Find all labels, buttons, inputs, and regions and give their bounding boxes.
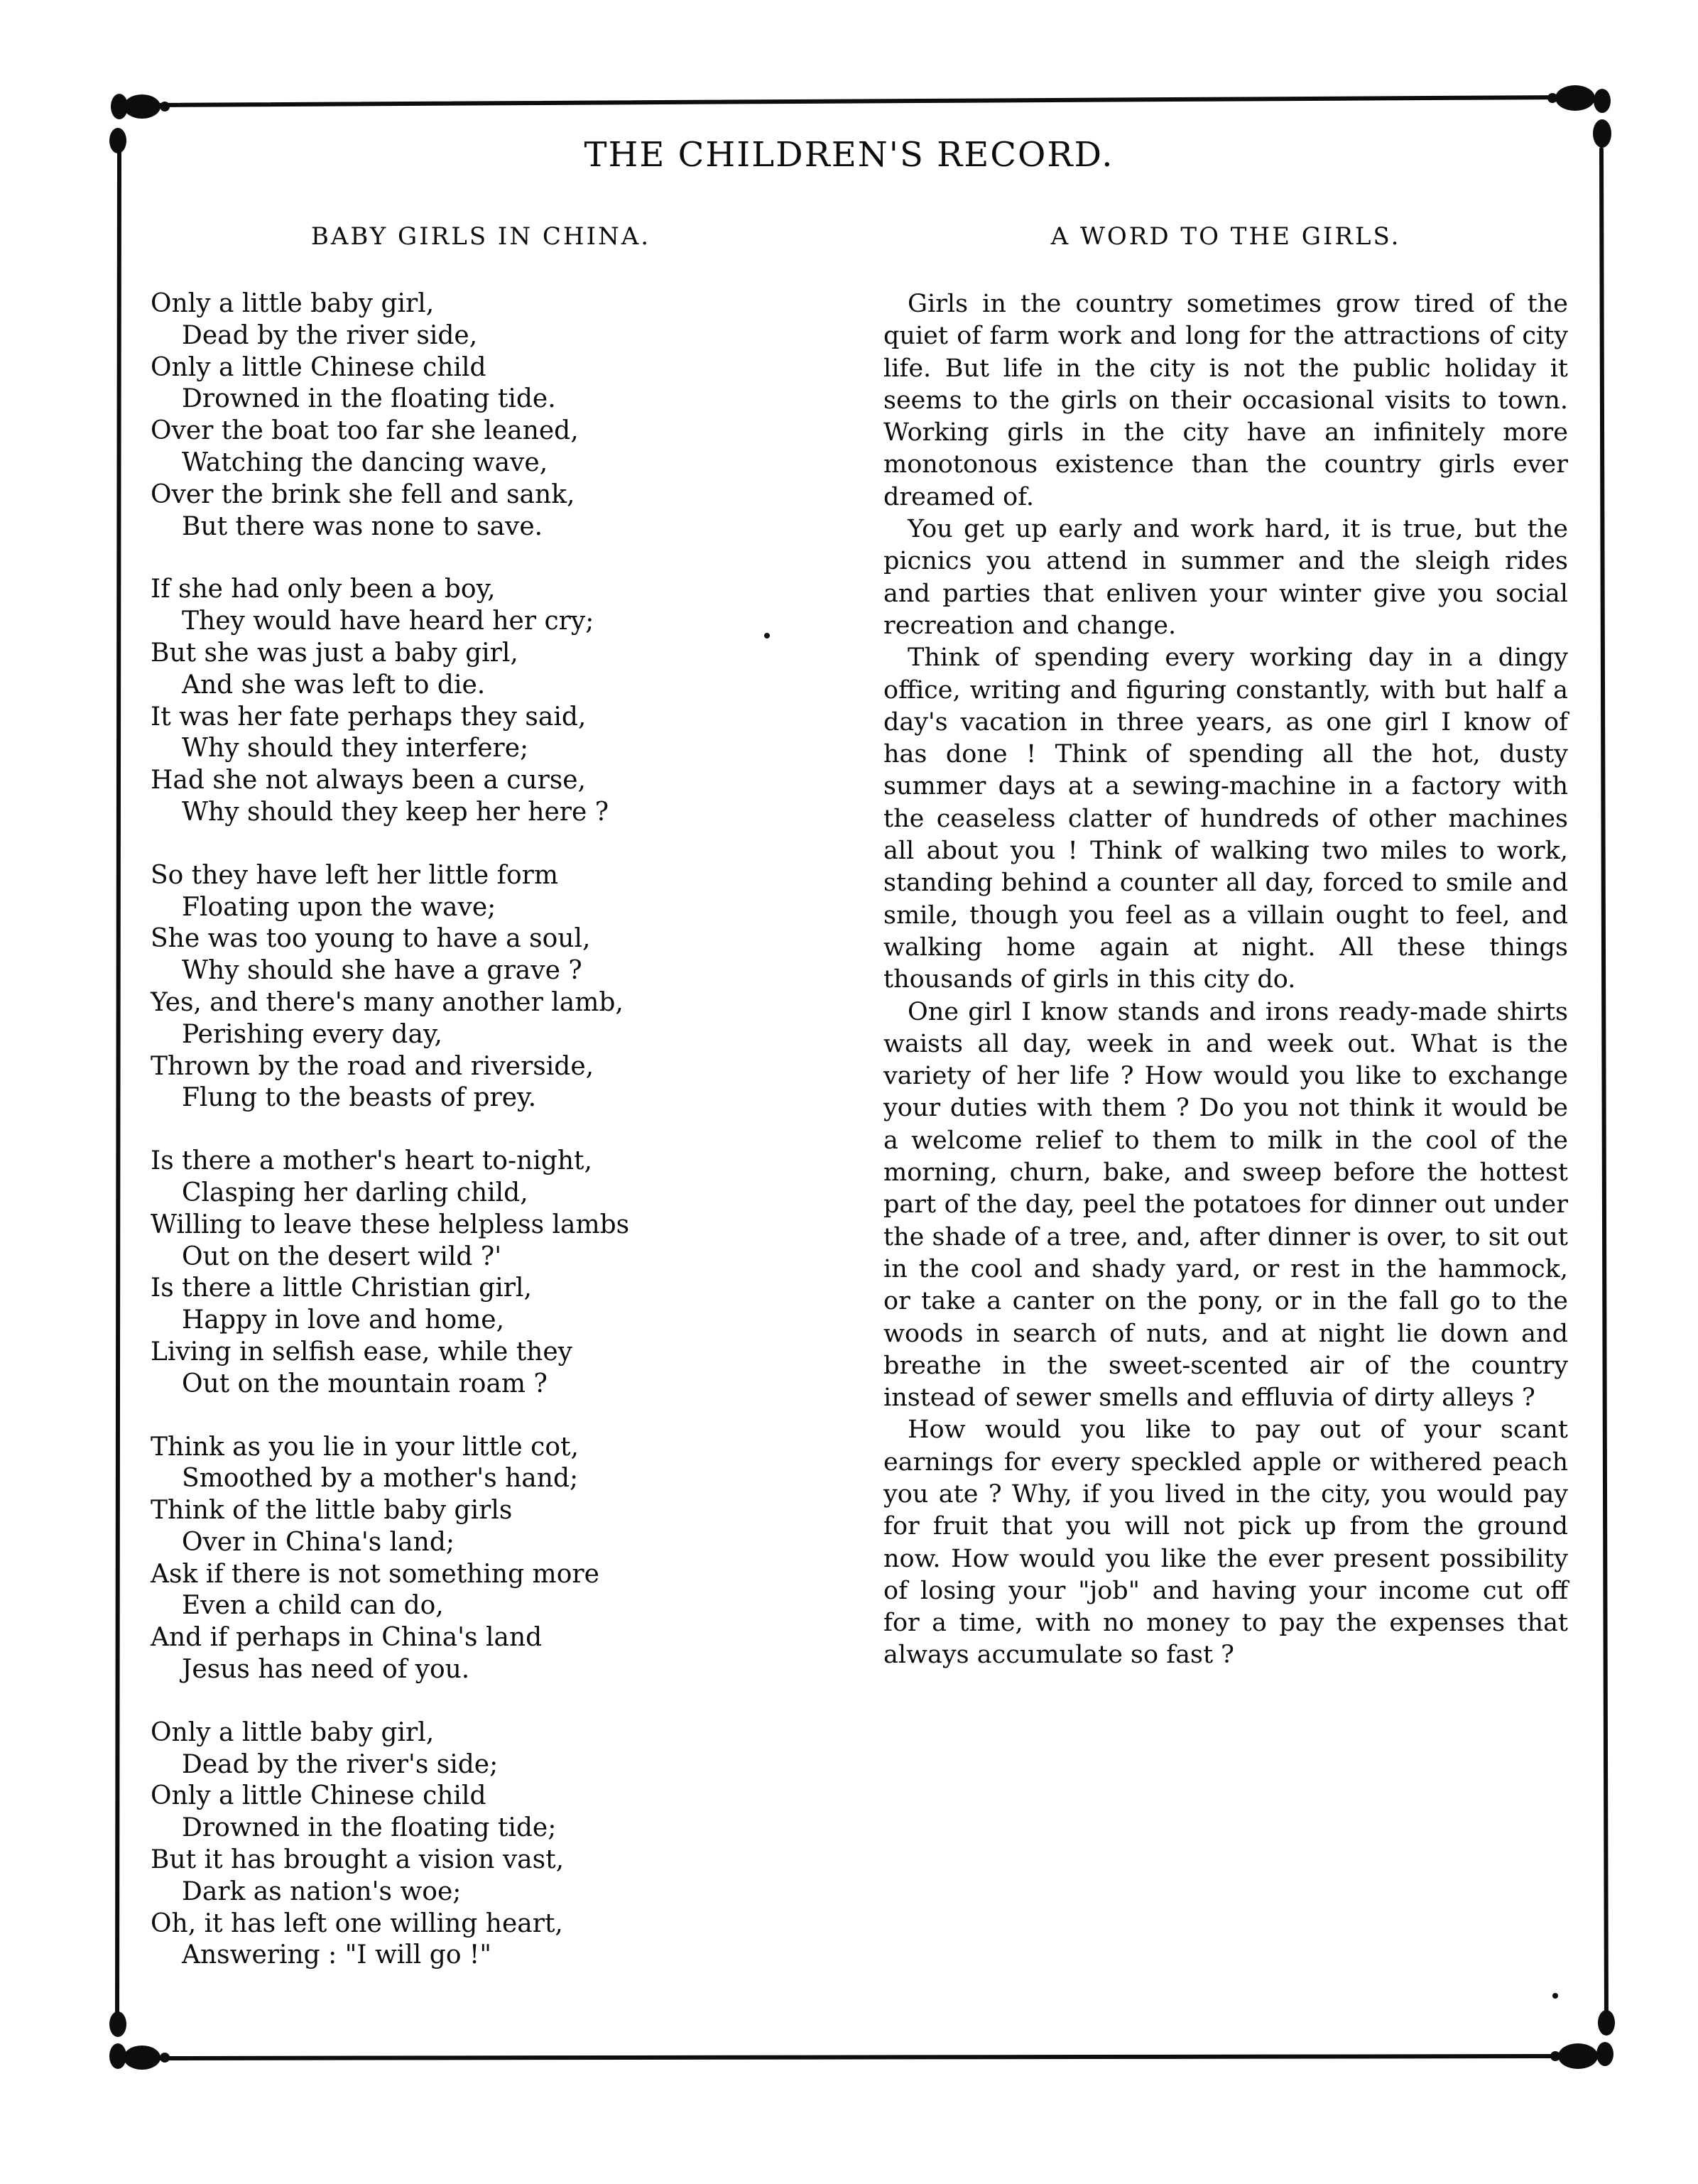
- poem-line: Over the boat too far she leaned,: [151, 416, 579, 446]
- poem-line: But she was just a baby girl,: [151, 638, 518, 668]
- poem-line: Even a child can do,: [182, 1591, 444, 1621]
- article-paragraph: Think of spending every working day in a dingy office, writing and figuring constantly, with but half a day's vacation in three years, as one girl I know of has done ! Think of spending all the hot, dusty summer days at a sewing-machine in a factory with the ceaseless clatter of hundreds of other machines all about you ! Think of walking two miles to work, standing behind a counter all day, forced to smile and smile, though you feel as a villain ought to feel, and walking home again at night. All these things thousands of girls in this city do.: [883, 643, 1568, 994]
- article-paragraph: One girl I know stands and irons ready-made shirts waists all day, week in and week out. What is the variety of her life ? How would you like to exchange your duties with them ? Do you not think it would be a welcome relief to them to milk in the cool of the morning, churn, bake, and sweep before the hottest part of the day, peel the potatoes for dinner out under the shade of a tree, and, after dinner is over, to sit out in the cool and shady yard, or rest in the hammock, or take a canter on the pony, or in the fall go to the woods in search of nuts, and at night lie down and breathe in the sweet-scented air of the country instead of sewer smells and effluvia of dirty alleys ?: [883, 997, 1568, 1413]
- poem-line: Oh, it has left one willing heart,: [151, 1908, 563, 1938]
- poem-line: Why should they keep her here ?: [182, 797, 609, 827]
- poem-line: Answering : "I will go !": [182, 1940, 491, 1970]
- poem-stanza: [151, 1432, 761, 1686]
- article-column: [883, 219, 1568, 1672]
- poem-line: Think as you lie in your little cot,: [151, 1432, 579, 1462]
- poem-line: Dead by the river side,: [182, 320, 478, 350]
- poem-line: Think of the little baby girls: [151, 1496, 513, 1526]
- poem-stanza: [151, 860, 761, 1114]
- poem-stanza: [151, 1717, 761, 1972]
- poem-line: Jesus has need of you.: [182, 1655, 470, 1685]
- poem-line: Perishing every day,: [182, 1019, 442, 1049]
- poem-line: Drowned in the floating tide.: [182, 384, 556, 414]
- poem-line: They would have heard her cry;: [182, 607, 594, 636]
- poem-line: And if perhaps in China's land: [151, 1623, 543, 1653]
- poem-line: And she was left to die.: [182, 670, 486, 700]
- poem-line: Why should she have a grave ?: [182, 956, 582, 986]
- poem-line: Smoothed by a mother's hand;: [182, 1464, 579, 1494]
- corner-ornament-bottom-right: [1550, 2010, 1615, 2069]
- poem-line: Had she not always been a curse,: [151, 766, 587, 795]
- poem-line: Living in selfish ease, while they: [151, 1337, 572, 1367]
- poem-line: Out on the desert wild ?': [182, 1242, 502, 1271]
- poem-line: Is there a mother's heart to-night,: [151, 1146, 592, 1176]
- poem-line: Dead by the river's side;: [182, 1749, 499, 1779]
- poem-line: So they have left her little form: [151, 860, 559, 890]
- article-paragraph: How would you like to pay out of your scant earnings for every speckled apple or withered peach you ate ? Why, if you lived in the city, you would pay for fruit that you will not pick up from the ground now. How would you like the ever present possibility of losing your "job" and having your income cut off for a time, with no money to pay the expenses that always accumulate so fast ?: [883, 1416, 1568, 1670]
- article-paragraph: You get up early and work hard, it is true, but the picnics you attend in summer and the sleigh rides and parties that enliven your winter give you social recreation and change.: [883, 515, 1568, 640]
- poem-line: Only a little baby girl,: [151, 1717, 435, 1747]
- poem-line: But there was none to save.: [182, 511, 543, 541]
- poem-column: [151, 219, 761, 2003]
- poem-line: Thrown by the road and riverside,: [151, 1051, 594, 1081]
- poem-line: Flung to the beasts of prey.: [182, 1083, 537, 1113]
- poem-line: Watching the dancing wave,: [182, 447, 548, 477]
- poem-line: Over in China's land;: [182, 1527, 455, 1557]
- poem-line: Clasping her darling child,: [182, 1178, 528, 1207]
- poem-line: Over the brink she fell and sank,: [151, 479, 575, 509]
- poem-stanza: [151, 288, 761, 543]
- poem-line: Only a little Chinese child: [151, 352, 486, 382]
- poem-line: But it has brought a vision vast,: [151, 1845, 565, 1875]
- poem-line: If she had only been a boy,: [151, 575, 496, 604]
- page-title: THE CHILDREN'S RECORD.: [584, 135, 1114, 175]
- poem-line: Yes, and there's many another lamb,: [151, 987, 624, 1017]
- poem-line: Dark as nation's woe;: [182, 1876, 462, 1906]
- poem-stanza: [151, 574, 761, 828]
- poem-line: It was her fate perhaps they said,: [151, 702, 587, 732]
- poem-line: Floating upon the wave;: [182, 892, 496, 922]
- poem-line: Drowned in the floating tide;: [182, 1813, 557, 1843]
- poem-line: Willing to leave these helpless lambs: [151, 1210, 630, 1239]
- article-paragraph: Girls in the country sometimes grow tired of the quiet of farm work and long for the attractions of city life. But life in the city is not the public holiday it seems to the girls on their occasional visits to town. Working girls in the city have an infinitely more monotonous existence than the country girls ever dreamed of.: [883, 290, 1568, 511]
- poem-line: Only a little Chinese child: [151, 1781, 486, 1811]
- poem-stanzas: [151, 288, 761, 1972]
- poem-line: She was too young to have a soul,: [151, 924, 591, 954]
- poem-line: Only a little baby girl,: [151, 289, 435, 318]
- poem-line: Ask if there is not something more: [151, 1559, 599, 1589]
- article-title: A WORD TO THE GIRLS.: [1050, 222, 1401, 251]
- poem-line: Why should they interfere;: [182, 734, 529, 764]
- poem-title: BABY GIRLS IN CHINA.: [310, 222, 651, 251]
- article-body: [883, 288, 1568, 1672]
- corner-ornament-bottom-left: [109, 2011, 170, 2070]
- poem-stanza: [151, 1146, 761, 1400]
- poem-line: Happy in love and home,: [182, 1305, 505, 1335]
- poem-line: Out on the mountain roam ?: [182, 1369, 548, 1398]
- poem-line: Is there a little Christian girl,: [151, 1273, 532, 1303]
